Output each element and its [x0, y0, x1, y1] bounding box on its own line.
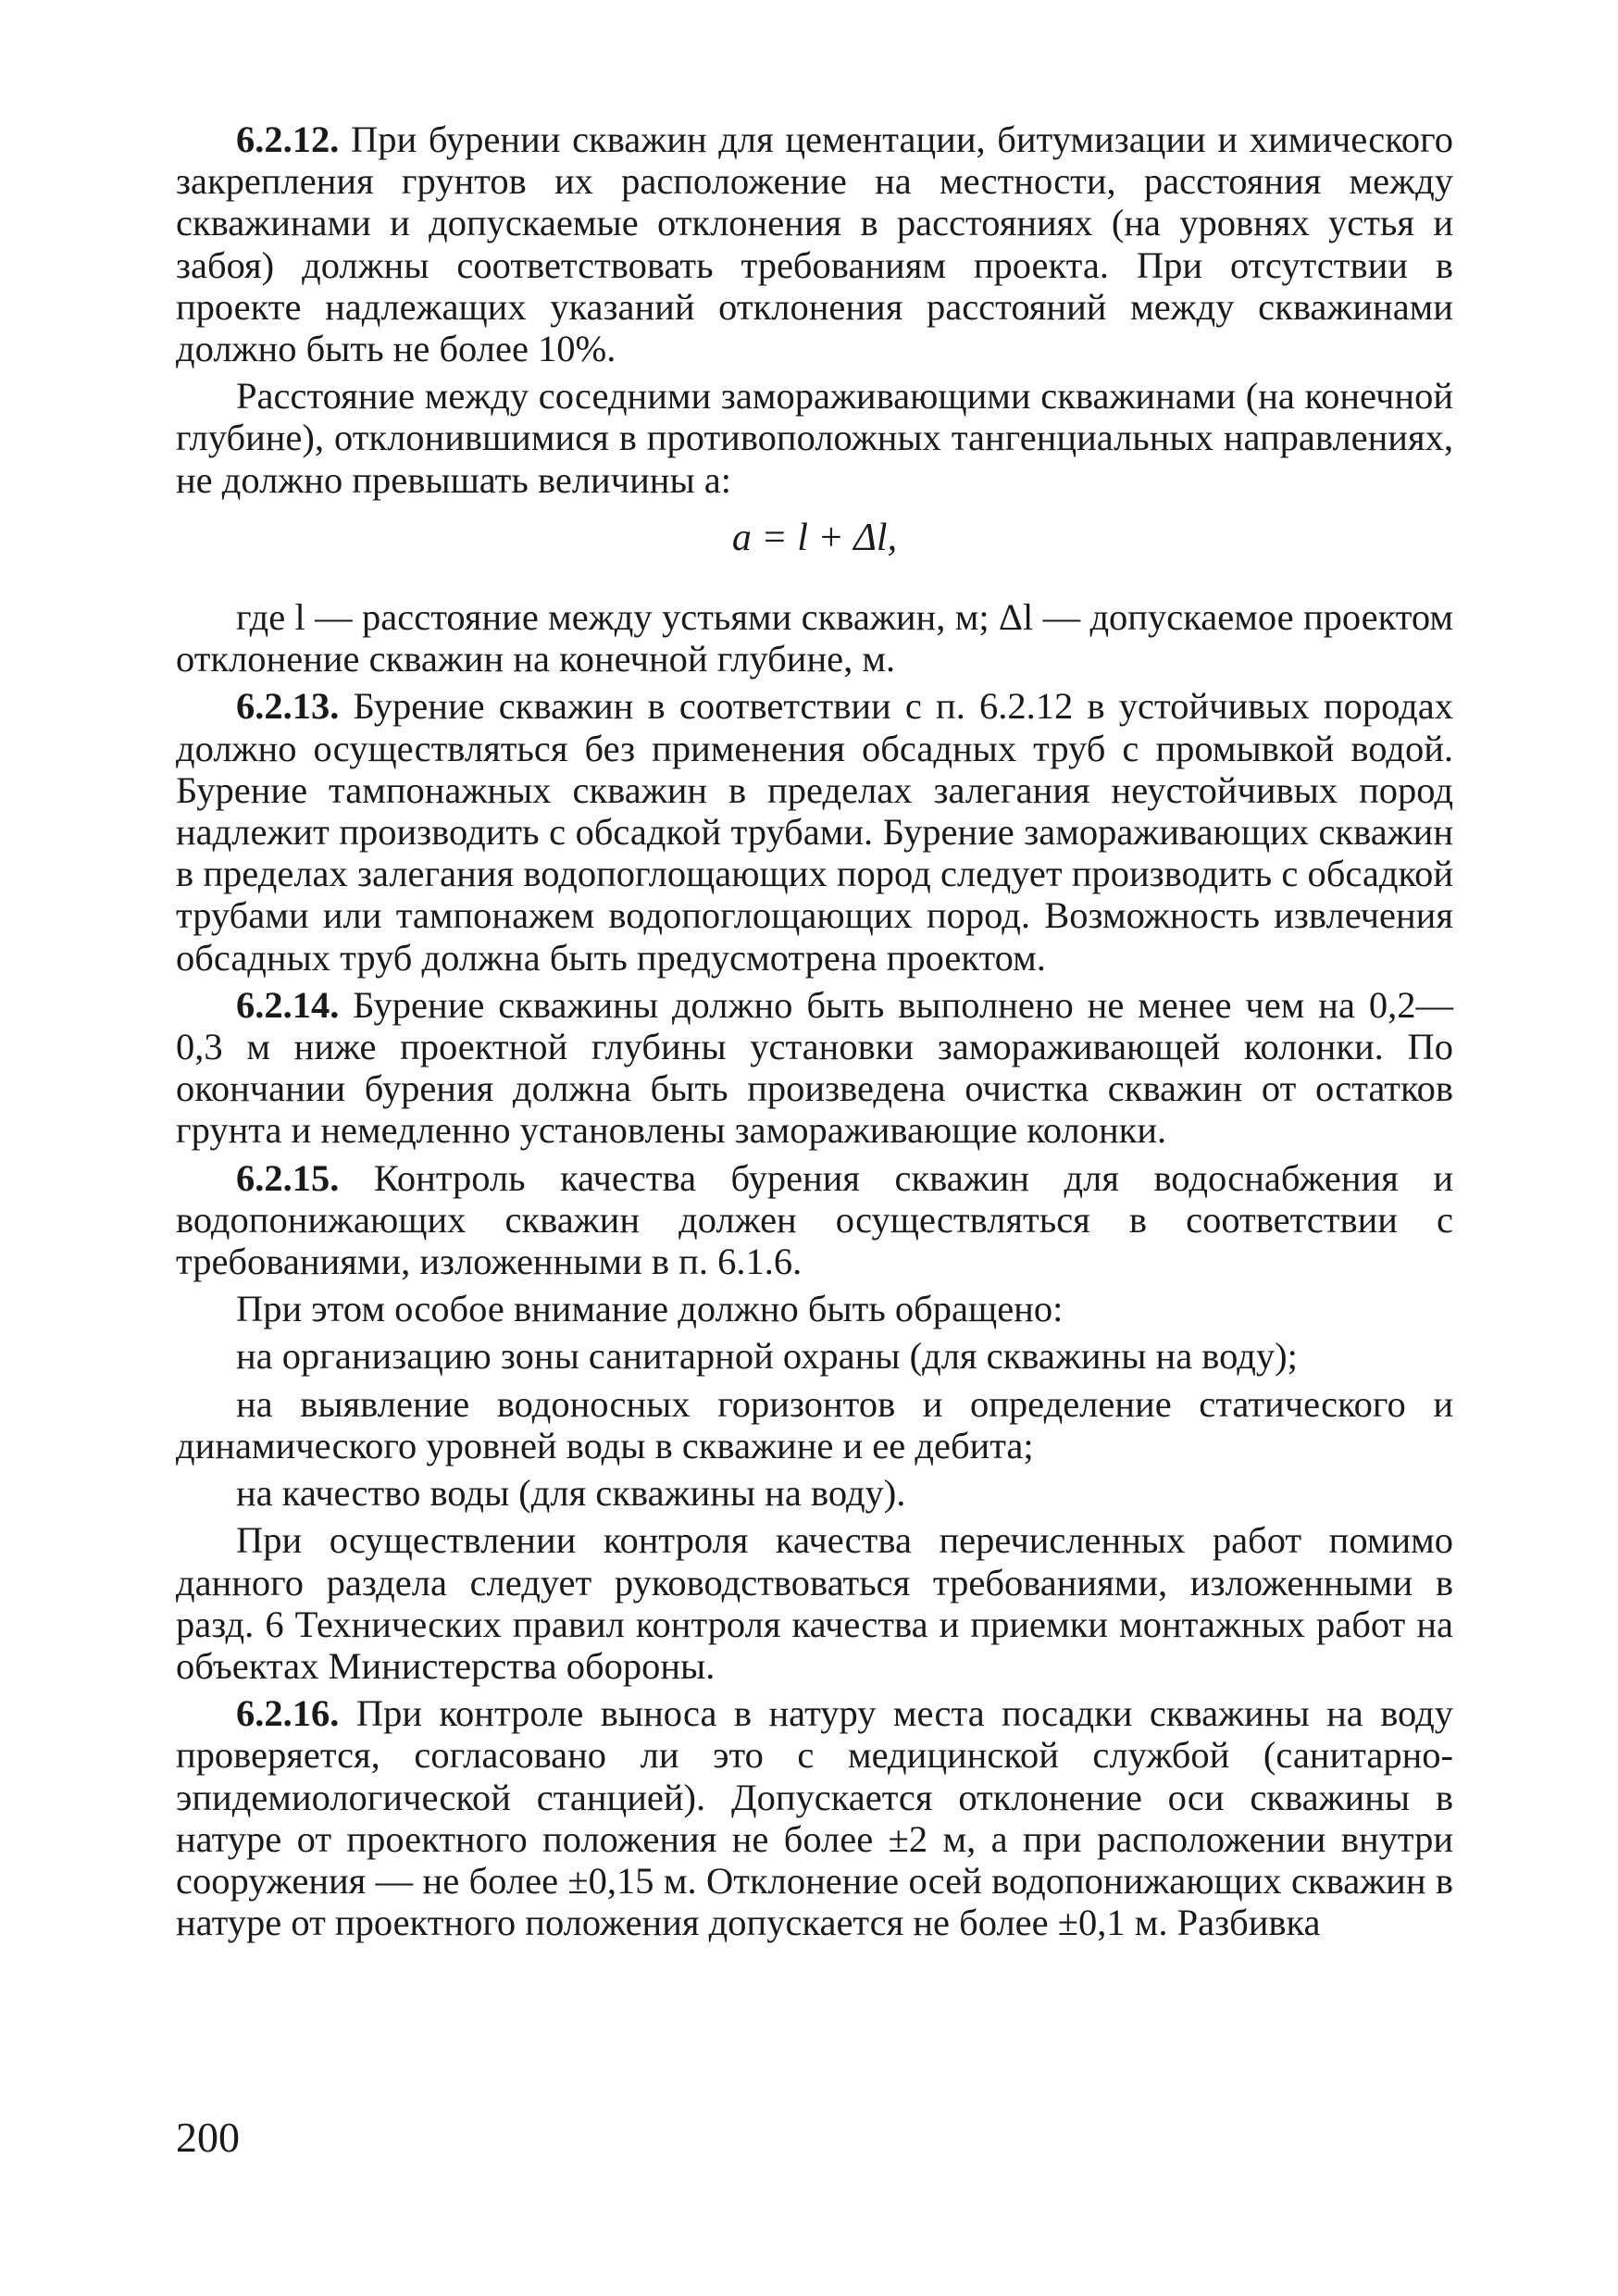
- page-number: 200: [176, 2114, 240, 2161]
- paragraph-text: При бурении скважин для цементации, битумизации и химического закрепления грунтов их расположение на местности, расстояния между скважинами и допускаемые отклонения в расстояниях (на уровнях устья и забоя) должны соответствовать требованиям проекта. При отсутствии в проекте надлежащих указаний отклонения расстояний между скважинами должно быть не более 10%.: [176, 119, 1453, 370]
- paragraph-text: При контроле выноса в натуру места посадки скважины на воду проверяется, согласовано ли это с медицинской службой (санитарно-эпидемиологической станцией). Допускается отклонение оси скважины в натуре от проектного положения не более ±2 м, а при расположении внутри сооружения — не более ±0,15 м. Отклонение осей водопонижающих скважин в натуре от проектного положения допускается не более ±0,1 м. Разбивка: [176, 1692, 1453, 1944]
- list-item-water-quality: на качество воды (для скважины на воду).: [236, 1472, 906, 1515]
- paragraph-text: Контроль качества бурения скважин для водоснабжения и водопонижающих скважин должен осуществляться в соответствии с требованиями, изложенными в п. 6.1.6.: [176, 1156, 1453, 1283]
- formula: a = l + Δl,: [731, 516, 898, 559]
- paragraph-text: Бурение скважин в соответствии с п. 6.2.12 в устойчивых породах должно осуществляться без применения обсадных труб с промывкой водой. Бурение тампонажных скважин в пределах залегания неустойчивых пород надлежит производить с обсадкой трубами. Бурение замораживающих скважин в пределах залегания водопоглощающих пород следует производить с обсадкой трубами или тампонажем водопоглощающих пород. Возможность извлечения обсадных труб должна быть предусмотрена проектом.: [176, 685, 1453, 979]
- paragraph-text: Бурение скважины должно быть выполнено не менее чем на 0,2—0,3 м ниже проектной глубины установки замораживающей колонки. По окончании бурения должна быть произведена очистка скважин от остатков грунта и немедленно установлены замораживающие колонки.: [176, 983, 1453, 1152]
- clause-number: 6.2.12.: [236, 119, 340, 160]
- clause-number: 6.2.16.: [236, 1692, 340, 1735]
- clause-number: 6.2.15.: [236, 1156, 340, 1199]
- clause-number: 6.2.13.: [236, 685, 340, 728]
- list-item-sanitary-zone: на организацию зоны санитарной охраны (для скважины на воду);: [236, 1335, 1298, 1378]
- page-body: [176, 119, 1453, 1949]
- paragraph-distance-limit: Расстояние между соседними замораживающими скважинами (на конечной глубине), отклонившимися в противоположных тангенциальных направлениях, не должно превышать величины a:: [176, 375, 1453, 501]
- paragraph-6-2-13: [176, 685, 1453, 978]
- paragraph-6-2-14: [176, 984, 1453, 1152]
- paragraph-6-2-15: [176, 1157, 1453, 1283]
- list-item-aquifers: на выявление водоносных горизонтов и определение статического и динамического уровней воды в скважине и ее дебита;: [176, 1382, 1453, 1466]
- paragraph-formula-legend: где l — расстояние между устьями скважин, м; Δl — допускаемое проектом отклонение скважин на конечной глубине, м.: [176, 596, 1453, 680]
- paragraph-6-2-16: [176, 1692, 1453, 1943]
- clause-number: 6.2.14.: [236, 983, 340, 1026]
- paragraph-attention: При этом особое внимание должно быть обращено:: [236, 1288, 1064, 1330]
- paragraph-control-reference: При осуществлении контроля качества перечисленных работ помимо данного раздела следует руководствоваться требованиями, изложенными в разд. 6 Технических правил контроля качества и приемки монтажных работ на объектах Министерства обороны.: [176, 1519, 1453, 1687]
- paragraph-6-2-12: [176, 119, 1453, 369]
